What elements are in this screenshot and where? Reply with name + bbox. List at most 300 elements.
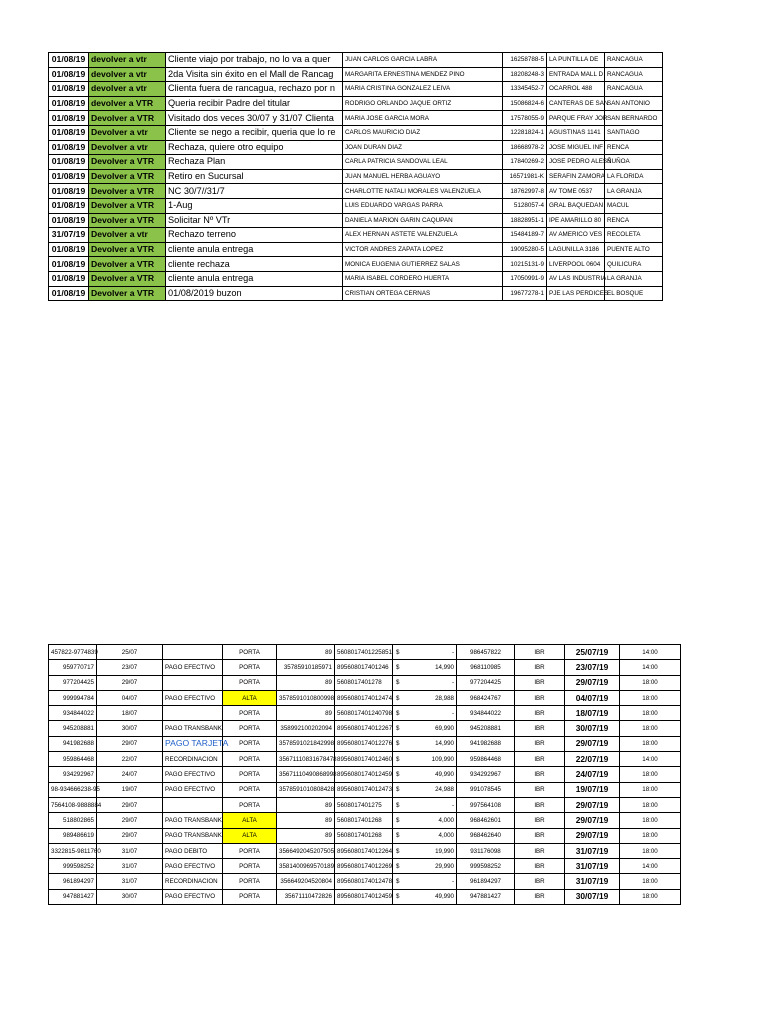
comment-cell: cliente anula entrega xyxy=(166,242,343,257)
iccid-cell: 8956080174012267 xyxy=(335,721,393,736)
date-cell: 01/08/19 xyxy=(49,198,89,213)
currency-symbol: $ xyxy=(396,725,400,733)
comment-cell: cliente anula entrega xyxy=(166,271,343,286)
rut-cell: 10215131-9 xyxy=(503,257,547,272)
phone2-cell: 947881427 xyxy=(457,889,515,904)
phone2-cell: 997564108 xyxy=(457,797,515,812)
phone-cell: 999994784 xyxy=(49,690,97,705)
iccid-cell: 5608017401268 xyxy=(335,813,393,828)
time-cell: 18:00 xyxy=(620,843,681,858)
phone-cell: 977204425 xyxy=(49,675,97,690)
time-cell: 18:00 xyxy=(620,782,681,797)
phone2-cell: 986457822 xyxy=(457,645,515,660)
date-cell: 01/08/19 xyxy=(49,96,89,111)
phone-cell: 7564108-9888884 xyxy=(49,797,97,812)
commune-cell: MACUL xyxy=(605,198,663,213)
ibr-cell: IBR xyxy=(515,660,565,675)
commune-cell: QUILICURA xyxy=(605,257,663,272)
date-cell: 01/08/19 xyxy=(49,213,89,228)
time-cell: 18:00 xyxy=(620,675,681,690)
table-row xyxy=(49,82,663,97)
amount-value: 14,990 xyxy=(435,663,454,671)
phone-cell: 934292967 xyxy=(49,767,97,782)
date2-cell: 29/07/19 xyxy=(565,813,620,828)
iccid-cell: 8956080174012264 xyxy=(335,843,393,858)
phone2-cell: 968424767 xyxy=(457,690,515,705)
date-cell: 31/07 xyxy=(97,859,163,874)
date-cell: 01/08/19 xyxy=(49,82,89,97)
type-cell: PORTA xyxy=(223,782,277,797)
type-cell: PORTA xyxy=(223,767,277,782)
device-code-cell: 3578591021842998 xyxy=(277,736,335,751)
time-cell: 14:00 xyxy=(620,660,681,675)
action-cell: Devolver a VTR xyxy=(89,155,166,170)
table-row xyxy=(49,645,681,660)
date-cell: 30/07 xyxy=(97,889,163,904)
ibr-cell: IBR xyxy=(515,859,565,874)
customer-name-cell: CARLOS MAURICIO DIAZ xyxy=(343,125,503,140)
action-cell: devolver a VTR xyxy=(89,96,166,111)
currency-symbol: $ xyxy=(396,832,400,840)
rut-cell: 18668978-2 xyxy=(503,140,547,155)
table-row xyxy=(49,660,681,675)
type-cell: PORTA xyxy=(223,645,277,660)
address-cell: JOSE MIGUEL INF xyxy=(547,140,605,155)
ibr-cell: IBR xyxy=(515,843,565,858)
table-row xyxy=(49,213,663,228)
device-code-cell: 89 xyxy=(277,813,335,828)
action-cell: Devolver a vtr xyxy=(89,228,166,243)
date2-cell: 30/07/19 xyxy=(565,721,620,736)
address-cell: GRAL BAQUEDAN xyxy=(547,198,605,213)
customer-name-cell: MARGARITA ERNESTINA MENDEZ PINO xyxy=(343,67,503,82)
type-cell: PORTA xyxy=(223,797,277,812)
payment-cell: PAGO DEBITO xyxy=(163,843,223,858)
device-code-cell: 35671110831678478 xyxy=(277,752,335,767)
date2-cell: 31/07/19 xyxy=(565,843,620,858)
currency-symbol: $ xyxy=(396,709,400,717)
currency-symbol: $ xyxy=(396,679,400,687)
action-cell: Devolver a VTR xyxy=(89,213,166,228)
action-cell: devolver a vtr xyxy=(89,53,166,68)
comment-cell: Solicitar Nº VTr xyxy=(166,213,343,228)
iccid-cell: 5608017401278 xyxy=(335,675,393,690)
comment-cell: NC 30/7//31/7 xyxy=(166,184,343,199)
action-cell: Devolver a vtr xyxy=(89,125,166,140)
amount-cell xyxy=(393,706,457,721)
type-cell: ALTA xyxy=(223,690,277,705)
amount-value: 29,990 xyxy=(435,862,454,870)
payment-cell: PAGO EFECTIVO xyxy=(163,782,223,797)
date-cell: 01/08/19 xyxy=(49,111,89,126)
phone2-cell: 991078545 xyxy=(457,782,515,797)
table-row xyxy=(49,242,663,257)
payment-cell: PAGO EFECTIVO xyxy=(163,859,223,874)
type-cell: PORTA xyxy=(223,736,277,751)
address-cell: LAGUNILLA 3186 xyxy=(547,242,605,257)
table-row xyxy=(49,125,663,140)
amount-cell xyxy=(393,874,457,889)
iccid-cell: 8956080174012269 xyxy=(335,859,393,874)
type-cell: ALTA xyxy=(223,813,277,828)
amount-cell xyxy=(393,828,457,843)
commune-cell: SAN BERNARDO xyxy=(605,111,663,126)
customer-name-cell: JUAN CARLOS GARCIA LABRA xyxy=(343,53,503,68)
amount-value: 109,990 xyxy=(431,755,454,763)
date2-cell: 04/07/19 xyxy=(565,690,620,705)
table-row xyxy=(49,184,663,199)
customer-name-cell: LUIS EDUARDO VARGAS PARRA xyxy=(343,198,503,213)
phone2-cell: 968110985 xyxy=(457,660,515,675)
date-cell: 01/08/19 xyxy=(49,169,89,184)
address-cell: CANTERAS DE SAN xyxy=(547,96,605,111)
payment-cell: PAGO EFECTIVO xyxy=(163,767,223,782)
date-cell: 31/07 xyxy=(97,874,163,889)
payment-link[interactable]: PAGO TARJETA xyxy=(163,736,223,751)
address-cell: LIVERPOOL 0604 xyxy=(547,257,605,272)
payment-cell: PAGO TRANSBANK xyxy=(163,828,223,843)
table-row xyxy=(49,67,663,82)
ibr-cell: IBR xyxy=(515,721,565,736)
amount-value: 4,000 xyxy=(438,816,454,824)
device-code-cell: 35671110490868998 xyxy=(277,767,335,782)
commune-cell: RENCA xyxy=(605,213,663,228)
date-cell: 29/07 xyxy=(97,813,163,828)
action-cell: Devolver a VTR xyxy=(89,111,166,126)
date-cell: 29/07 xyxy=(97,736,163,751)
customer-name-cell: MONICA EUGENIA GUTIERREZ SALAS xyxy=(343,257,503,272)
ibr-cell: IBR xyxy=(515,889,565,904)
commune-cell: RANCAGUA xyxy=(605,67,663,82)
table-row xyxy=(49,782,681,797)
date-cell: 24/07 xyxy=(97,767,163,782)
time-cell: 18:00 xyxy=(620,797,681,812)
date-cell: 01/08/19 xyxy=(49,242,89,257)
comment-cell: cliente rechaza xyxy=(166,257,343,272)
phone2-cell: 961894297 xyxy=(457,874,515,889)
amount-value: 24,988 xyxy=(435,786,454,794)
address-cell: LA PUNTILLA DE xyxy=(547,53,605,68)
returns-table xyxy=(48,52,663,301)
date-cell: 01/08/19 xyxy=(49,271,89,286)
amount-cell xyxy=(393,645,457,660)
ibr-cell: IBR xyxy=(515,828,565,843)
phone2-cell: 931176098 xyxy=(457,843,515,858)
action-cell: Devolver a VTR xyxy=(89,271,166,286)
amount-value: - xyxy=(451,878,454,886)
payment-cell xyxy=(163,797,223,812)
time-cell: 18:00 xyxy=(620,874,681,889)
phone-cell: 947881427 xyxy=(49,889,97,904)
date-cell: 01/08/19 xyxy=(49,140,89,155)
phone2-cell: 941982688 xyxy=(457,736,515,751)
date-cell: 31/07/19 xyxy=(49,228,89,243)
ibr-cell: IBR xyxy=(515,782,565,797)
date-cell: 30/07 xyxy=(97,721,163,736)
table-row xyxy=(49,767,681,782)
commune-cell: ÑUÑOA xyxy=(605,155,663,170)
orders-table xyxy=(48,644,681,905)
type-cell: PORTA xyxy=(223,843,277,858)
comment-cell: Rechazo terreno xyxy=(166,228,343,243)
table-row xyxy=(49,828,681,843)
type-cell: PORTA xyxy=(223,889,277,904)
customer-name-cell: ALEX HERNAN ASTETE VALENZUELA xyxy=(343,228,503,243)
currency-symbol: $ xyxy=(396,648,400,656)
rut-cell: 15086824-6 xyxy=(503,96,547,111)
comment-cell: Visitado dos veces 30/07 y 31/07 Clienta xyxy=(166,111,343,126)
currency-symbol: $ xyxy=(396,893,400,901)
address-cell: AV AMERICO VES xyxy=(547,228,605,243)
iccid-cell: 5608017401268 xyxy=(335,828,393,843)
currency-symbol: $ xyxy=(396,816,400,824)
commune-cell: RECOLETA xyxy=(605,228,663,243)
amount-cell xyxy=(393,736,457,751)
table-row xyxy=(49,690,681,705)
amount-cell xyxy=(393,675,457,690)
payment-cell: RECORDINACION xyxy=(163,752,223,767)
date-cell: 01/08/19 xyxy=(49,184,89,199)
table-row xyxy=(49,53,663,68)
date2-cell: 31/07/19 xyxy=(565,874,620,889)
date2-cell: 29/07/19 xyxy=(565,828,620,843)
date-cell: 31/07 xyxy=(97,843,163,858)
amount-value: 49,990 xyxy=(435,771,454,779)
time-cell: 18:00 xyxy=(620,767,681,782)
comment-cell: Cliente se nego a recibir, queria que lo re xyxy=(166,125,343,140)
device-code-cell: 89 xyxy=(277,645,335,660)
date-cell: 23/07 xyxy=(97,660,163,675)
payment-cell: PAGO EFECTIVO xyxy=(163,889,223,904)
date2-cell: 24/07/19 xyxy=(565,767,620,782)
type-cell: PORTA xyxy=(223,874,277,889)
phone2-cell: 968462640 xyxy=(457,828,515,843)
amount-value: 69,990 xyxy=(435,725,454,733)
iccid-cell: 5608017401275 xyxy=(335,797,393,812)
table-row xyxy=(49,752,681,767)
rut-cell: 19095280-5 xyxy=(503,242,547,257)
date2-cell: 29/07/19 xyxy=(565,797,620,812)
date-cell: 01/08/19 xyxy=(49,53,89,68)
currency-symbol: $ xyxy=(396,755,400,763)
amount-value: - xyxy=(451,648,454,656)
commune-cell: LA GRANJA xyxy=(605,184,663,199)
phone2-cell: 934844022 xyxy=(457,706,515,721)
table-row xyxy=(49,721,681,736)
phone-cell: 518802865 xyxy=(49,813,97,828)
ibr-cell: IBR xyxy=(515,706,565,721)
device-code-cell: 3578591010808428 xyxy=(277,782,335,797)
table-row xyxy=(49,257,663,272)
commune-cell: RANCAGUA xyxy=(605,82,663,97)
type-cell: PORTA xyxy=(223,660,277,675)
currency-symbol: $ xyxy=(396,878,400,886)
date-cell: 04/07 xyxy=(97,690,163,705)
date-cell: 29/07 xyxy=(97,797,163,812)
phone2-cell: 968462601 xyxy=(457,813,515,828)
date-cell: 01/08/19 xyxy=(49,67,89,82)
type-cell: ALTA xyxy=(223,828,277,843)
ibr-cell: IBR xyxy=(515,767,565,782)
device-code-cell: 3581400969570189 xyxy=(277,859,335,874)
comment-cell: Rechaza, quiere otro equipo xyxy=(166,140,343,155)
commune-cell: SANTIAGO xyxy=(605,125,663,140)
table-row xyxy=(49,271,663,286)
commune-cell: LA FLORIDA xyxy=(605,169,663,184)
phone-cell: 941982688 xyxy=(49,736,97,751)
customer-name-cell: CHARLOTTE NATALI MORALES VALENZUELA xyxy=(343,184,503,199)
currency-symbol: $ xyxy=(396,786,400,794)
customer-name-cell: MARIA CRISTINA GONZALEZ LEIVA xyxy=(343,82,503,97)
comment-cell: 1-Aug xyxy=(166,198,343,213)
action-cell: Devolver a VTR xyxy=(89,286,166,301)
currency-symbol: $ xyxy=(396,801,400,809)
table-row xyxy=(49,813,681,828)
time-cell: 18:00 xyxy=(620,690,681,705)
phone-cell: 945208881 xyxy=(49,721,97,736)
iccid-cell: 895608017401246 xyxy=(335,660,393,675)
amount-cell xyxy=(393,843,457,858)
date-cell: 18/07 xyxy=(97,706,163,721)
payment-cell: PAGO TRANSBANK xyxy=(163,721,223,736)
phone-cell: 959770717 xyxy=(49,660,97,675)
date-cell: 22/07 xyxy=(97,752,163,767)
amount-value: 49,990 xyxy=(435,893,454,901)
table-row xyxy=(49,843,681,858)
time-cell: 18:00 xyxy=(620,736,681,751)
phone2-cell: 945208881 xyxy=(457,721,515,736)
payment-cell xyxy=(163,706,223,721)
date-cell: 25/07 xyxy=(97,645,163,660)
phone-cell: 934844022 xyxy=(49,706,97,721)
date2-cell: 18/07/19 xyxy=(565,706,620,721)
action-cell: Devolver a VTR xyxy=(89,169,166,184)
table-row xyxy=(49,96,663,111)
commune-cell: LA GRANJA xyxy=(605,271,663,286)
table-row xyxy=(49,797,681,812)
amount-cell xyxy=(393,721,457,736)
customer-name-cell: CARLA PATRICIA SANDOVAL LEAL xyxy=(343,155,503,170)
action-cell: Devolver a VTR xyxy=(89,257,166,272)
time-cell: 18:00 xyxy=(620,889,681,904)
phone-cell: 98-934666238-95 xyxy=(49,782,97,797)
amount-cell xyxy=(393,889,457,904)
ibr-cell: IBR xyxy=(515,736,565,751)
customer-name-cell: CRISTIAN ORTEGA CERNAS xyxy=(343,286,503,301)
device-code-cell: 89 xyxy=(277,675,335,690)
rut-cell: 5128057-4 xyxy=(503,198,547,213)
address-cell: JOSE PEDRO ALESS xyxy=(547,155,605,170)
device-code-cell: 358992100202094 xyxy=(277,721,335,736)
date-cell: 01/08/19 xyxy=(49,257,89,272)
type-cell: PORTA xyxy=(223,859,277,874)
comment-cell: Rechaza Plan xyxy=(166,155,343,170)
amount-value: - xyxy=(451,679,454,687)
comment-cell: 2da Visita sin éxito en el Mall de Rancag xyxy=(166,67,343,82)
rut-cell: 16258788-5 xyxy=(503,53,547,68)
table-row xyxy=(49,889,681,904)
amount-value: - xyxy=(451,709,454,717)
commune-cell: RENCA xyxy=(605,140,663,155)
table-row xyxy=(49,736,681,751)
rut-cell: 18762997-8 xyxy=(503,184,547,199)
iccid-cell: 8956080174012460 xyxy=(335,752,393,767)
amount-cell xyxy=(393,690,457,705)
time-cell: 14:00 xyxy=(620,645,681,660)
commune-cell: RANCAGUA xyxy=(605,53,663,68)
phone-cell: 961894297 xyxy=(49,874,97,889)
table-row xyxy=(49,198,663,213)
action-cell: Devolver a VTR xyxy=(89,242,166,257)
ibr-cell: IBR xyxy=(515,645,565,660)
device-code-cell: 3578591010800998 xyxy=(277,690,335,705)
comment-cell: 01/08/2019 buzon xyxy=(166,286,343,301)
date-cell: 19/07 xyxy=(97,782,163,797)
date-cell: 01/08/19 xyxy=(49,286,89,301)
payment-cell: PAGO EFECTIVO xyxy=(163,690,223,705)
phone-cell: 989486619 xyxy=(49,828,97,843)
amount-cell xyxy=(393,797,457,812)
table-row xyxy=(49,169,663,184)
date2-cell: 23/07/19 xyxy=(565,660,620,675)
iccid-cell: 8956080174012276 xyxy=(335,736,393,751)
time-cell: 18:00 xyxy=(620,706,681,721)
currency-symbol: $ xyxy=(396,740,400,748)
amount-cell xyxy=(393,660,457,675)
customer-name-cell: JUAN MANUEL HERBA AGUAYO xyxy=(343,169,503,184)
action-cell: Devolver a VTR xyxy=(89,184,166,199)
address-cell: AGUSTINAS 1141 xyxy=(547,125,605,140)
table-row xyxy=(49,706,681,721)
payment-cell: PAGO EFECTIVO xyxy=(163,660,223,675)
commune-cell: SAN ANTONIO xyxy=(605,96,663,111)
comment-cell: Queria recibir Padre del titular xyxy=(166,96,343,111)
date-cell: 01/08/19 xyxy=(49,155,89,170)
currency-symbol: $ xyxy=(396,862,400,870)
address-cell: IPE AMARILLO 80 xyxy=(547,213,605,228)
address-cell: PARQUE FRAY JOR xyxy=(547,111,605,126)
table-row xyxy=(49,140,663,155)
date2-cell: 19/07/19 xyxy=(565,782,620,797)
ibr-cell: IBR xyxy=(515,675,565,690)
payment-cell: PAGO TRANSBANK xyxy=(163,813,223,828)
iccid-cell: 8956080174012459 xyxy=(335,889,393,904)
payment-cell: RECORDINACION xyxy=(163,874,223,889)
currency-symbol: $ xyxy=(396,694,400,702)
customer-name-cell: JOAN DURAN DIAZ xyxy=(343,140,503,155)
time-cell: 18:00 xyxy=(620,721,681,736)
device-code-cell: 356649204520804 xyxy=(277,874,335,889)
phone2-cell: 999598252 xyxy=(457,859,515,874)
ibr-cell: IBR xyxy=(515,874,565,889)
type-cell: PORTA xyxy=(223,721,277,736)
phone-cell: 3322815-9811760 xyxy=(49,843,97,858)
date-cell: 01/08/19 xyxy=(49,125,89,140)
amount-cell xyxy=(393,813,457,828)
amount-cell xyxy=(393,752,457,767)
phone2-cell: 959864468 xyxy=(457,752,515,767)
address-cell: OCARROL 488 xyxy=(547,82,605,97)
ibr-cell: IBR xyxy=(515,752,565,767)
ibr-cell: IBR xyxy=(515,690,565,705)
date2-cell: 29/07/19 xyxy=(565,736,620,751)
date2-cell: 30/07/19 xyxy=(565,889,620,904)
rut-cell: 18828951-1 xyxy=(503,213,547,228)
device-code-cell: 35785910185971 xyxy=(277,660,335,675)
time-cell: 14:00 xyxy=(620,752,681,767)
action-cell: Devolver a VTR xyxy=(89,198,166,213)
rut-cell: 17050991-9 xyxy=(503,271,547,286)
